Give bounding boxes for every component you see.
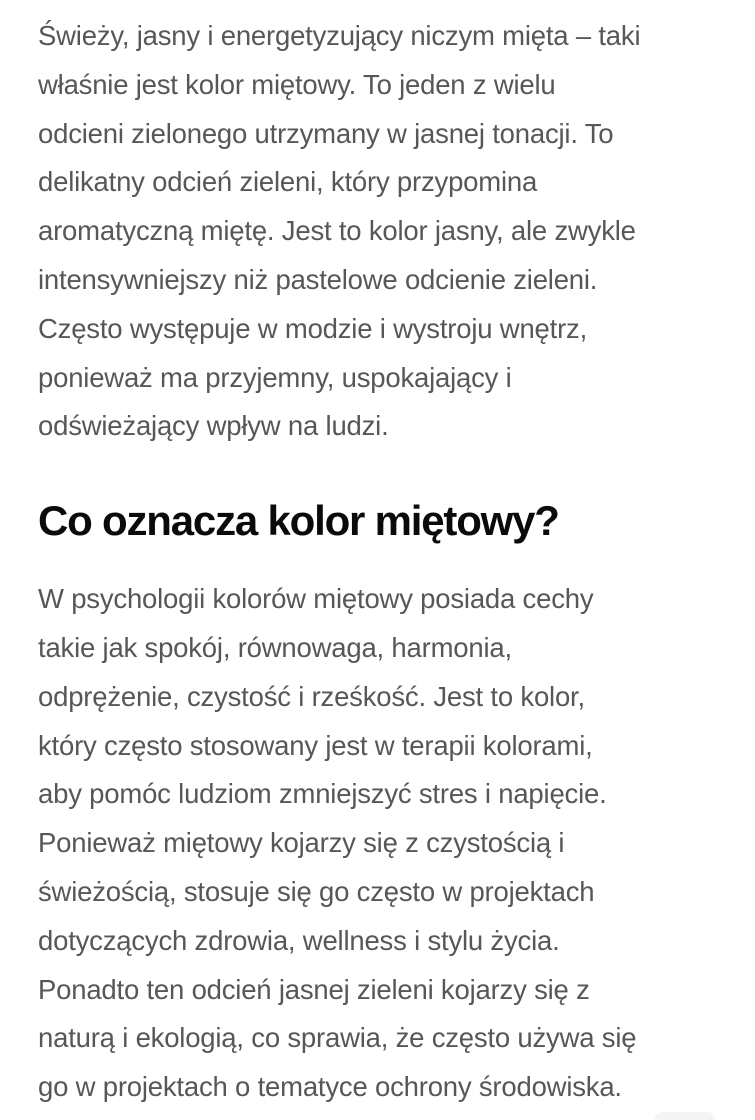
text-line: Świeży, jasny i energetyzujący niczym mięta – taki (38, 20, 641, 51)
text-line: świeżością, stosuje się go często w projektach (38, 875, 595, 907)
text-line: go w projektach o tematyce ochrony środowiska. (38, 1071, 622, 1103)
text-line: właśnie jest kolor miętowy. To jeden z wielu (38, 68, 556, 100)
scroll-edge-shadow (655, 1112, 715, 1120)
text-line: który często stosowany jest w terapii kolorami, (38, 729, 593, 761)
text-line: odświeżający wpływ na ludzi. (38, 410, 389, 442)
text-line: naturą i ekologią, co sprawia, że często używa się (38, 1022, 637, 1054)
text-line: takie jak spokój, równowaga, harmonia, (38, 631, 512, 663)
text-line: odcieni zielonego utrzymany w jasnej tonacji. To (38, 117, 614, 149)
text-line: W psychologii kolorów miętowy posiada cechy (38, 583, 594, 615)
text-line: odprężenie, czystość i rześkość. Jest to kolor, (38, 680, 585, 712)
text-line: Ponieważ miętowy kojarzy się z czystością i (38, 827, 565, 859)
text-line: ponieważ ma przyjemny, uspokajający i (38, 361, 512, 393)
text-line: delikatny odcień zieleni, który przypomina (38, 166, 538, 198)
text-line: aromatyczną miętę. Jest to kolor jasny, ale zwykle (38, 215, 636, 247)
section-paragraph (38, 575, 728, 1112)
text-line: aby pomóc ludziom zmniejszyć stres i napięcie. (38, 778, 607, 810)
text-line: dotyczących zdrowia, wellness i stylu życia. (38, 924, 560, 956)
section-heading: Co oznacza kolor miętowy? (38, 497, 559, 545)
text-line: Często występuje w modzie i wystroju wnętrz, (38, 312, 588, 344)
intro-paragraph (38, 12, 728, 451)
text-line: intensywniejszy niż pastelowe odcienie zieleni. (38, 263, 598, 295)
article-content (38, 12, 728, 1112)
text-line: Ponadto ten odcień jasnej zieleni kojarzy się z (38, 973, 590, 1005)
